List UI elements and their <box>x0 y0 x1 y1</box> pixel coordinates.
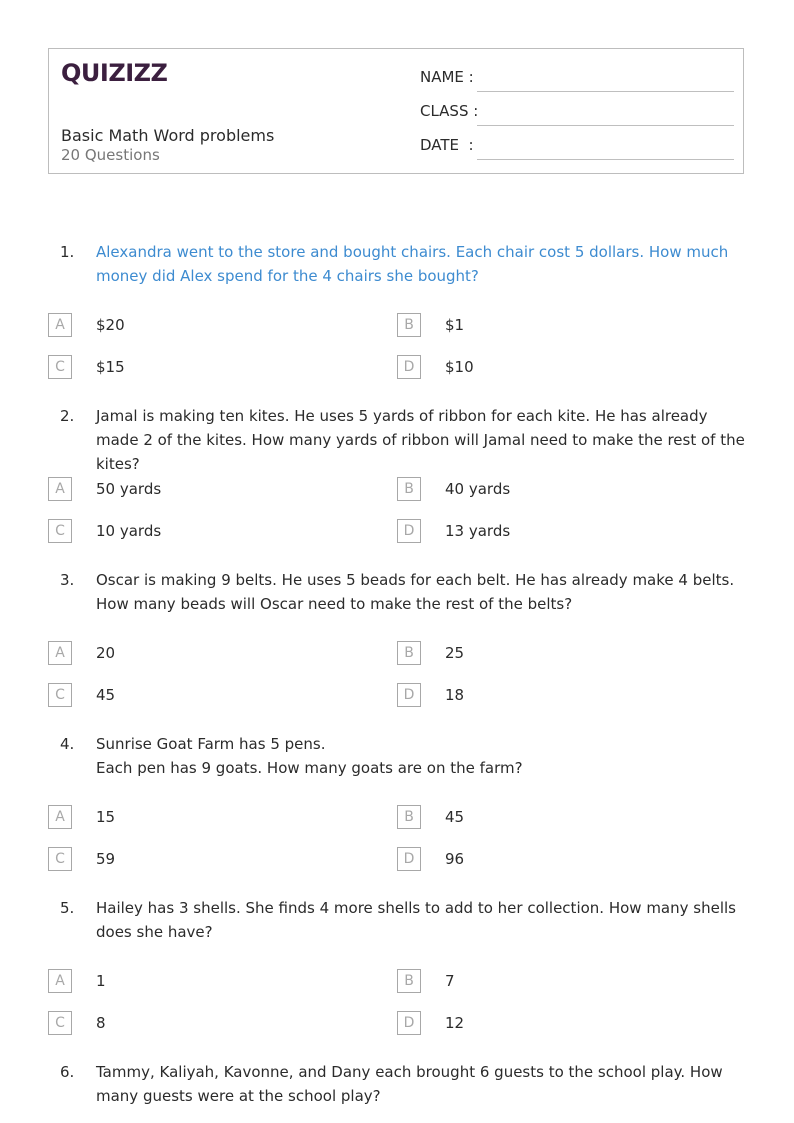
question-count: 20 Questions <box>61 146 160 164</box>
quizizz-logo: QUIZIZZ <box>61 59 168 87</box>
worksheet-header <box>48 48 744 174</box>
date-label: DATE : <box>420 136 474 154</box>
option-text: 8 <box>96 1014 106 1032</box>
option-letter-box[interactable]: B <box>397 805 421 829</box>
option-letter-box[interactable]: A <box>48 641 72 665</box>
option-letter-box[interactable]: D <box>397 847 421 871</box>
option-text: $20 <box>96 316 125 334</box>
question-text: Jamal is making ten kites. He uses 5 yards of ribbon for each kite. He has already made 2 of the kites. How many yards of ribbon will Jamal need to make the rest of the kites? <box>96 407 745 473</box>
option-letter-box[interactable]: B <box>397 477 421 501</box>
option-text: $15 <box>96 358 125 376</box>
option-letter-box[interactable]: C <box>48 847 72 871</box>
option-text: $1 <box>445 316 465 334</box>
option-letter-box[interactable]: A <box>48 313 72 337</box>
option-text: 50 yards <box>96 480 162 498</box>
name-field[interactable] <box>420 68 734 92</box>
option-text: 12 <box>445 1014 465 1032</box>
option-text: 7 <box>445 972 455 990</box>
worksheet-title: Basic Math Word problems <box>61 126 275 145</box>
option-letter-box[interactable]: C <box>48 683 72 707</box>
option-text: 45 <box>445 808 465 826</box>
class-field[interactable] <box>420 102 734 126</box>
option-text: 59 <box>96 850 116 868</box>
option-letter-box[interactable]: C <box>48 1011 72 1035</box>
option-text: $10 <box>445 358 474 376</box>
option-text: 15 <box>96 808 116 826</box>
option-text: 20 <box>96 644 116 662</box>
option-text: 18 <box>445 686 465 704</box>
option-letter-box[interactable]: A <box>48 477 72 501</box>
option-letter-box[interactable]: A <box>48 969 72 993</box>
option-letter-box[interactable]: C <box>48 519 72 543</box>
option-letter-box[interactable]: D <box>397 1011 421 1035</box>
question-number: 2. <box>60 407 75 425</box>
question-text: Alexandra went to the store and bought chairs. Each chair cost 5 dollars. How much money did Alex spend for the 4 chairs she bought? <box>96 243 729 285</box>
option-letter-box[interactable]: D <box>397 683 421 707</box>
option-text: 10 yards <box>96 522 162 540</box>
question-number: 4. <box>60 735 75 753</box>
question-number: 1. <box>60 243 75 261</box>
option-letter-box[interactable]: C <box>48 355 72 379</box>
option-letter-box[interactable]: B <box>397 313 421 337</box>
question-text: Tammy, Kaliyah, Kavonne, and Dany each brought 6 guests to the school play. How many guests were at the school play? <box>96 1063 723 1105</box>
date-field[interactable] <box>420 136 734 160</box>
option-letter-box[interactable]: A <box>48 805 72 829</box>
option-letter-box[interactable]: D <box>397 519 421 543</box>
option-letter-box[interactable]: B <box>397 969 421 993</box>
option-text: 1 <box>96 972 106 990</box>
option-text: 40 yards <box>445 480 511 498</box>
class-line[interactable] <box>477 125 734 126</box>
option-letter-box[interactable]: D <box>397 355 421 379</box>
question-text: Oscar is making 9 belts. He uses 5 beads for each belt. He has already make 4 belts. How many beads will Oscar need to make the rest of the belts? <box>96 571 735 613</box>
name-label: NAME : <box>420 68 474 86</box>
option-text: 96 <box>445 850 465 868</box>
name-line[interactable] <box>477 91 734 92</box>
question-number: 6. <box>60 1063 75 1081</box>
date-line[interactable] <box>477 159 734 160</box>
option-text: 25 <box>445 644 465 662</box>
question-number: 3. <box>60 571 75 589</box>
option-text: 13 yards <box>445 522 511 540</box>
option-letter-box[interactable]: B <box>397 641 421 665</box>
option-text: 45 <box>96 686 116 704</box>
question-text: Sunrise Goat Farm has 5 pens. Each pen has 9 goats. How many goats are on the farm? <box>96 735 523 777</box>
question-number: 5. <box>60 899 75 917</box>
class-label: CLASS : <box>420 102 479 120</box>
question-text: Hailey has 3 shells. She finds 4 more shells to add to her collection. How many shells does she have? <box>96 899 736 941</box>
